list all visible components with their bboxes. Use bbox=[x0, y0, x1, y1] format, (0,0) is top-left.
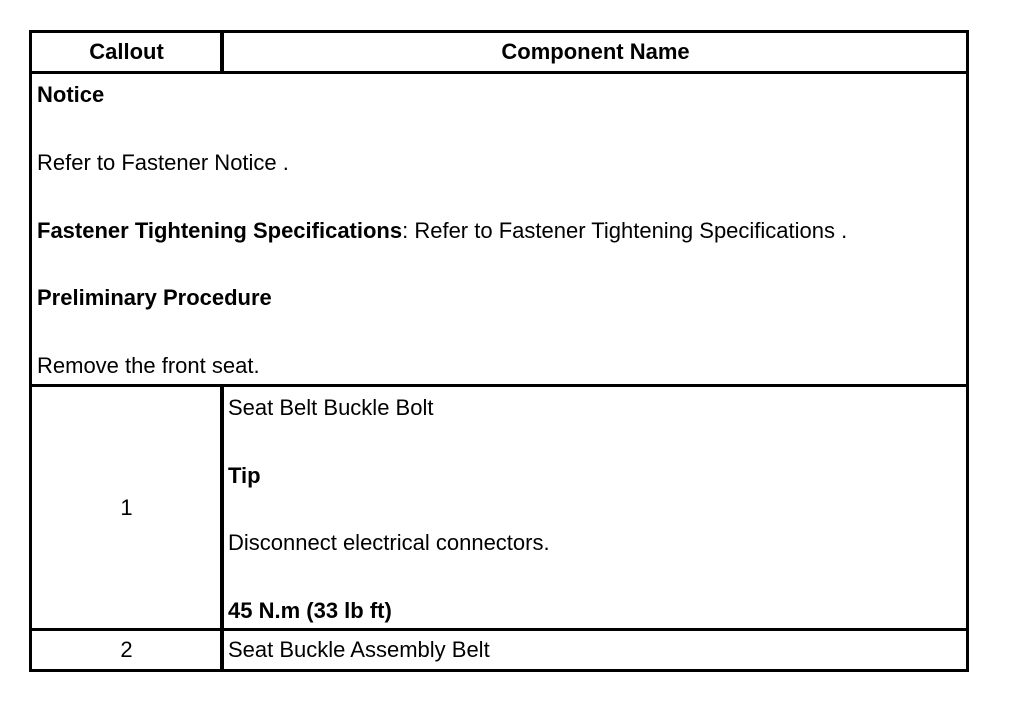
header-component-name: Component Name bbox=[501, 39, 690, 64]
spec-label: Fastener Tightening Specifications bbox=[37, 218, 403, 243]
notice-block bbox=[32, 74, 966, 384]
header-callout: Callout bbox=[89, 39, 164, 64]
callout-number: 2 bbox=[120, 637, 133, 662]
prelim-heading: Preliminary Procedure bbox=[37, 285, 272, 310]
column-divider bbox=[220, 384, 224, 669]
notice-text: Refer to Fastener Notice . bbox=[37, 150, 289, 175]
tip-heading: Tip bbox=[228, 463, 261, 488]
column-divider bbox=[220, 33, 224, 73]
spec-text: : Refer to Fastener Tightening Specifications . bbox=[402, 218, 848, 243]
callout-number: 1 bbox=[120, 495, 133, 520]
table-row bbox=[32, 387, 966, 628]
prelim-text: Remove the front seat. bbox=[37, 353, 260, 378]
component-name: Seat Buckle Assembly Belt bbox=[228, 637, 490, 662]
component-name: Seat Belt Buckle Bolt bbox=[228, 395, 434, 420]
spec-line bbox=[37, 218, 847, 244]
component-table bbox=[29, 30, 969, 672]
torque-spec: 45 N.m (33 lb ft) bbox=[228, 598, 392, 623]
table-row bbox=[32, 631, 966, 669]
notice-heading: Notice bbox=[37, 82, 105, 107]
tip-text: Disconnect electrical connectors. bbox=[228, 530, 550, 555]
